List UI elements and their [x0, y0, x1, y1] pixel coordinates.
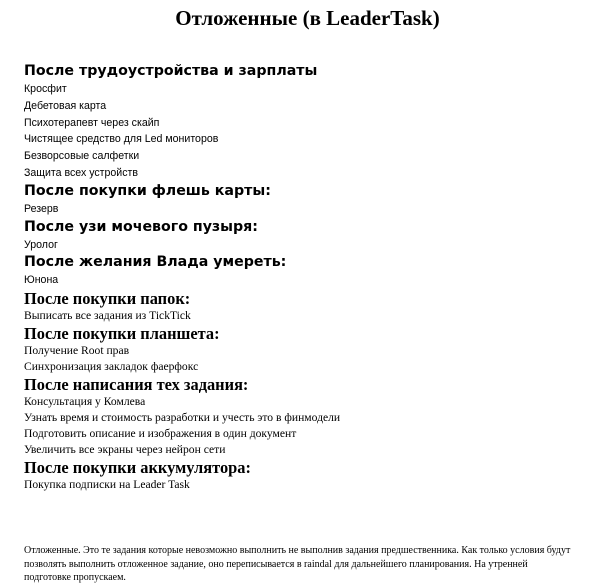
item-list [24, 272, 609, 289]
section-heading: После покупки флешь карты: [24, 182, 271, 199]
list-item: Дебетовая карта [24, 99, 107, 112]
section-after-spec [24, 375, 609, 458]
list-item: Уролог [24, 238, 58, 251]
item-list [24, 81, 609, 182]
list-item: Узнать время и стоимость разработки и учесть это в финмодели [24, 411, 341, 425]
list-item: Защита всех устройств [24, 166, 139, 179]
section-after-folders [24, 289, 609, 324]
page-title: Отложенные (в LeaderTask) [175, 6, 440, 30]
list-item: Резерв [24, 202, 59, 215]
item-list [24, 237, 609, 254]
list-item: Чистящее средство для Led мониторов [24, 133, 219, 146]
list-item: Юнона [24, 274, 59, 287]
section-after-vlad [24, 253, 609, 289]
document-body [24, 62, 609, 493]
section-after-tablet [24, 324, 609, 375]
item-list [24, 308, 609, 324]
footnote-line: Отложенные. Это те задания которые невозможно выполнить не выполнив задания предшественника. Как только условия будут [24, 545, 571, 556]
footnote-line: подготовке пропускаем. [24, 572, 126, 583]
item-list [24, 201, 609, 218]
section-heading: После узи мочевого пузыря: [24, 218, 258, 235]
item-list [24, 477, 609, 493]
item-list [24, 343, 609, 375]
list-item: Подготовить описание и изображения в один документ [24, 427, 297, 441]
section-heading: После покупки папок: [24, 289, 191, 309]
list-item: Увеличить все экраны через нейрон сети [24, 443, 226, 457]
list-item: Получение Root прав [24, 344, 130, 358]
item-list [24, 394, 609, 458]
list-item: Покупка подписки на Leader Task [24, 478, 190, 492]
list-item: Безворсовые салфетки [24, 150, 140, 163]
list-item: Психотерапевт через скайп [24, 116, 160, 129]
footnote-line: позволять выполнить отложенное задание, оно переписывается в raindal для дальнейшего планирования. На утренней [24, 558, 528, 570]
section-after-flash-card [24, 182, 609, 218]
section-heading: После покупки аккумулятора: [24, 458, 251, 478]
section-heading: После написания тех задания: [24, 375, 249, 395]
footnote [24, 544, 614, 585]
section-heading: После покупки планшета: [24, 324, 220, 344]
section-after-ultrasound [24, 218, 609, 254]
section-after-employment [24, 62, 609, 182]
section-heading: После желания Влада умереть: [24, 254, 287, 271]
list-item: Синхронизация закладок фаерфокс [24, 360, 199, 374]
list-item: Консультация у Комлева [24, 395, 146, 409]
section-after-battery [24, 458, 609, 493]
section-heading: После трудоустройства и зарплаты [24, 63, 318, 79]
list-item: Выписать все задания из TickTick [24, 309, 191, 323]
list-item: Кросфит [24, 83, 67, 95]
